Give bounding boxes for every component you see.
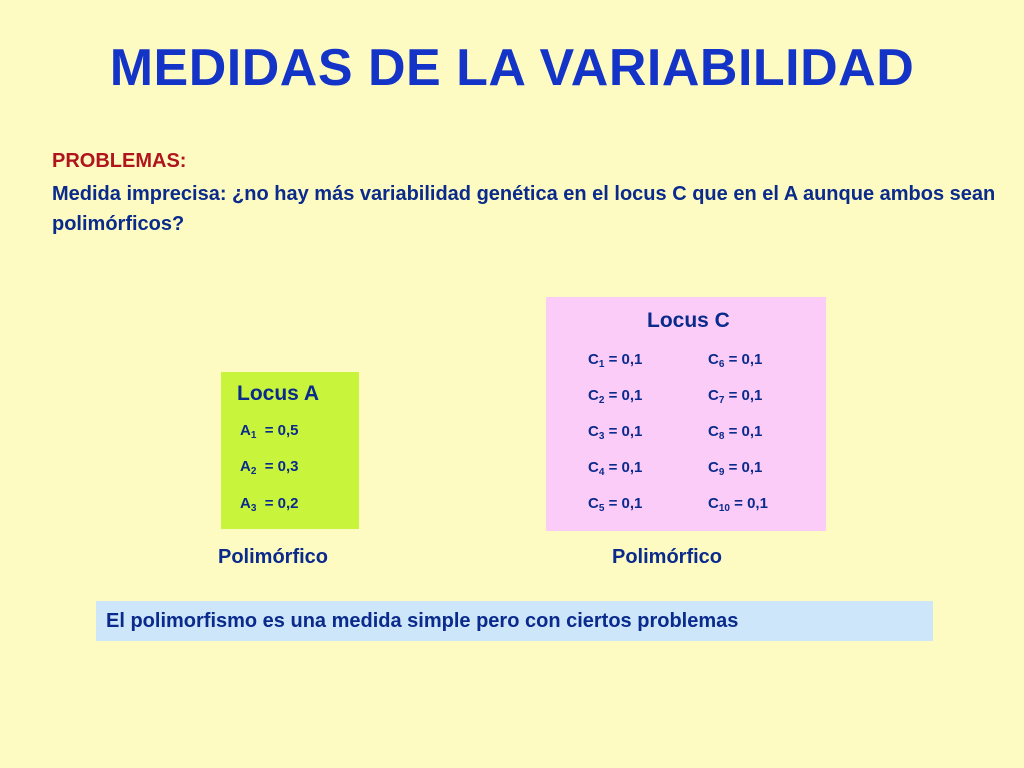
allele-c7: $C_7 = 0,1$ [708, 387, 763, 406]
problems-text: Medida imprecisa: ¿no hay más variabilidad genética en el locus C que en el A aunque ambos sean polimórficos? [52, 183, 996, 235]
problems-label: PROBLEMAS: [52, 150, 187, 172]
locus-a-title: Locus A [237, 382, 320, 405]
allele-a1: $A_1 = 0,5$ [240, 422, 299, 441]
locus-c-caption: Polimórfico [612, 546, 723, 568]
allele-c6: $C_6 = 0,1$ [708, 351, 763, 370]
note-band [96, 601, 933, 641]
slide-title: MEDIDAS DE LA VARIABILIDAD [109, 39, 915, 97]
locus-a-caption: Polimórfico [218, 546, 329, 568]
allele-c3: $C_3 = 0,1$ [588, 423, 643, 442]
allele-c9: $C_9 = 0,1$ [708, 459, 763, 478]
allele-c8: $C_8 = 0,1$ [708, 423, 763, 442]
allele-c10: $C_{10} = 0,1$ [708, 495, 768, 514]
locus-c-box [546, 297, 826, 531]
allele-a2: $A_2 = 0,3$ [240, 458, 299, 477]
allele-c4: $C_4 = 0,1$ [588, 459, 643, 478]
allele-a3: $A_3 = 0,2$ [240, 495, 299, 514]
note-text: El polimorfismo es una medida simple pero con ciertos problemas [106, 610, 739, 632]
allele-c5: $C_5 = 0,1$ [588, 495, 643, 514]
locus-c-title: Locus C [647, 309, 730, 332]
allele-c1: $C_1 = 0,1$ [588, 351, 643, 370]
locus-a-box [221, 372, 359, 529]
allele-c2: $C_2 = 0,1$ [588, 387, 643, 406]
